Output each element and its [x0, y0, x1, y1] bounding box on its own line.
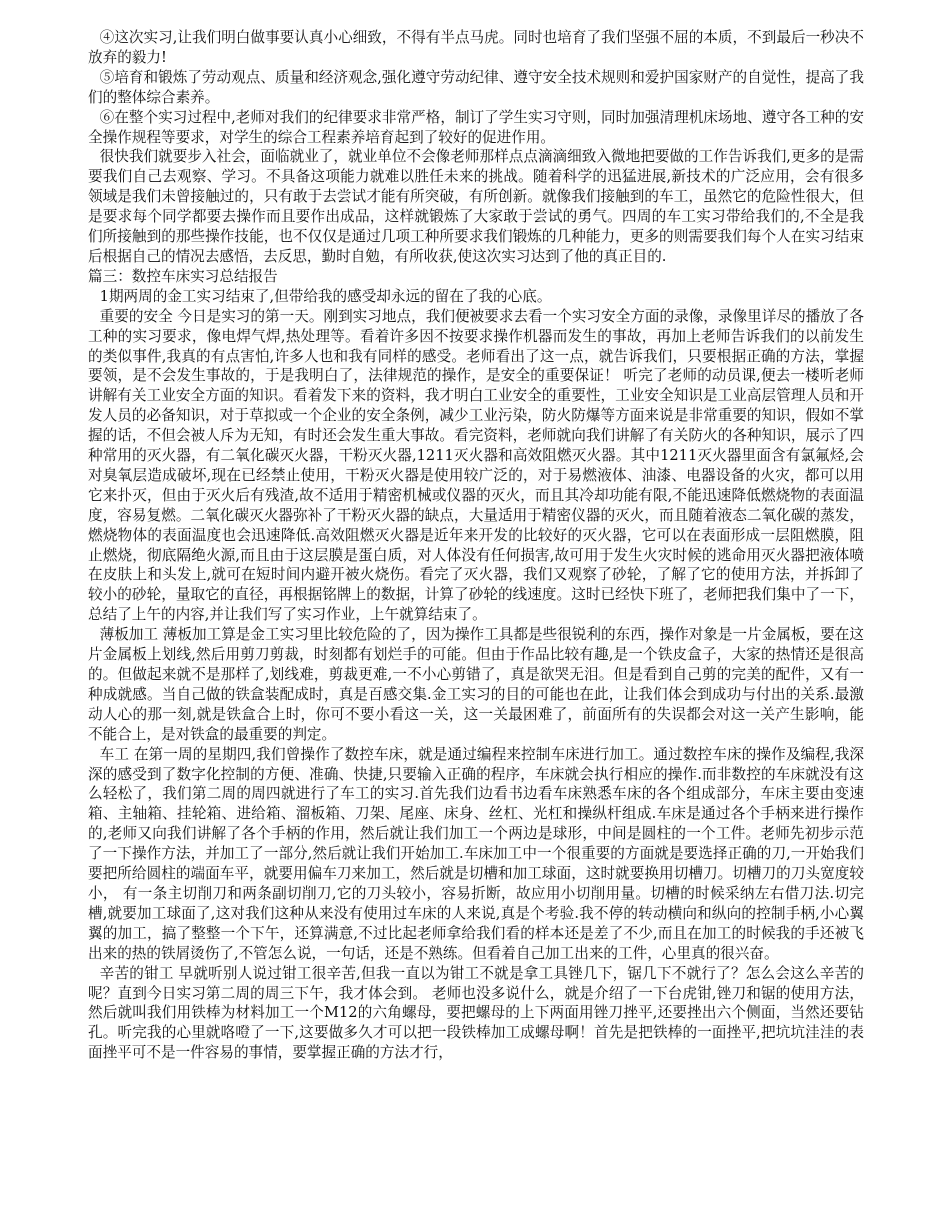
paragraph-sheet-metal: 薄板加工 薄板加工算是金工实习里比较危险的了，因为操作工具都是些很锐利的东西，操作对象是一片金属板，要在这片金属板上划线,然后用剪刀剪裁，时刻都有划烂手的可能。但由于作品比较有趣,是一个铁皮盒子，大家的热情还是很高的。但做起来就不是那样了,划线难，剪裁更难,一不小心剪错了，真是欲哭无泪。但是看到自己剪的完美的配件，又有一种成就感。当自己做的铁盒装配成时，真是百感交集.金工实习的目的可能也在此，让我们体会到成功与付出的关系.最激动人心的那一刻,就是铁盒合上时，你可不要小看这一关，这一关最困难了，前面所有的失误都会对这一关产生影响，能不能合上，是对铁盒的最重要的判定。 [88, 626, 864, 743]
paragraph-safety: 重要的安全 今日是实习的第一天。刚到实习地点，我们便被要求去看一个实习安全方面的录像，录像里详尽的播放了各工种的实习要求，像电焊气焊,热处理等。看着许多因不按要求操作机器而发生的事故，再加上老师告诉我们的以前发生的类似事件,我真的有点害怕,许多人也和我有同样的感受。老师看出了这一点，就告诉我们，只要根据正确的方法，掌握要领，是不会发生事故的，于是我明白了，法律规范的操作，是安全的重要保证！ 听完了老师的动员课,便去一楼听老师讲解有关工业安全方面的知识。看着发下来的资料，我才明白工业安全的重要性，工业安全知识是工业高层管理人员和开发人员的必备知识，对于草拟或一个企业的安全条例，减少工业污染，防火防爆等方面来说是非常重要的知识，假如不掌握的话，不但会被人斥为无知，有时还会发生重大事故。看完资料，老师就向我们讲解了有关防火的各种知识，展示了四种常用的灭火器，有二氧化碳灭火器，干粉灭火器,1211灭火器和高效阻燃灭火器。其中1211灭火器里面含有氯氟烃,会对臭氧层造成破坏,现在已经禁止使用，干粉灭火器是使用较广泛的，对于易燃液体、油漆、电器设备的火灾，都可以用它来扑灭，但由于灭火后有残渣,故不适用于精密机械或仪器的灭火，而且其冷却功能有限,不能迅速降低燃烧物的表面温度，容易复燃。二氧化碳灭火器弥补了干粉灭火器的缺点，大量适用于精密仪器的灭火，而且随着液态二氧化碳的蒸发，燃烧物体的表面温度也会迅速降低.高效阻燃灭火器是近年来开发的比较好的灭火器，它可以在表面形成一层阻燃膜，阻止燃烧，彻底隔绝火源,而且由于这层膜是蛋白质，对人体没有任何损害,故可用于发生火灾时候的逃命用灭火器把液体喷在皮肤上和头发上,就可在短时间内避开被火烧伤。看完了灭火器，我们又观察了砂轮，了解了它的使用方法，并拆卸了较小的砂轮，量取它的直径，再根据铭牌上的数据，计算了砂轮的线速度。这时已经快下班了，老师把我们集中了一下，总结了上午的内容,并让我们写了实习作业，上午就算结束了。 [88, 307, 864, 624]
paragraph-fitter: 辛苦的钳工 早就听别人说过钳工很辛苦,但我一直以为钳工不就是拿工具锉几下，锯几下不就行了？怎么会这么辛苦的呢？直到今日实习第二周的周三下午，我才体会到。 老师也没多说什么，就是介绍了一下台虎钳,锉刀和锯的使用方法，然后就叫我们用铁棒为材料加工一个M12的六角螺母，要把螺母的上下两面用锉刀挫平,还要挫出六个侧面，当然还要钻孔。听完我的心里就咯噔了一下,这要做多久才可以把一段铁棒加工成螺母啊！首先是把铁棒的一面挫平,把坑坑洼洼的表面挫平可不是一件容易的事情，要掌握正确的方法才行， [88, 964, 864, 1062]
paragraph-lathe: 车工 在第一周的星期四,我们曾操作了数控车床，就是通过编程来控制车床进行加工。通过数控车床的操作及编程,我深深的感受到了数字化控制的方便、准确、快捷,只要输入正确的程序，车床就会执行相应的操作.而非数控的车床就没有这么轻松了，我们第二周的周四就进行了车工的实习.首先我们边看书边看车床熟悉车床的各个组成部分，车床主要由变速箱、主轴箱、挂轮箱、进给箱、溜板箱、刀架、尾座、床身、丝杠、光杠和操纵杆组成.车床是通过各个手柄来进行操作的,老师又向我们讲解了各个手柄的作用，然后就让我们加工一个两边是球形，中间是圆柱的一个工件。老师先初步示范了一下操作方法，并加工了一部分,然后就让我们开始加工.车床加工中一个很重要的方面就是要选择正确的刀,一开始我们要把所给圆柱的端面车平，就要用偏车刀来加工，然后就是切槽和加工球面，这时就要换用切槽刀。切槽刀的刀头宽度较小， 有一条主切削刀和两条副切削刀,它的刀头较小，容易折断，故应用小切削用量。切槽的时候采纳左右借刀法.切完槽,就要加工球面了,这对我们这种从来没有使用过车床的人来说,真是个考验.我不停的转动横向和纵向的控制手柄,小心翼翼的加工，搞了整整一个下午，还算满意,不过比起老师拿给我们看的样本还是差了不少,而且在加工的时候我的手还被飞出来的热的铁屑烫伤了,不管怎么说，一句话，还是不熟练。但看着自己加工出来的工件，心里真的很兴奋。 [88, 745, 864, 962]
section-heading: 篇三：数控车床实习总结报告 [88, 267, 278, 285]
paragraph-conclusion: 很快我们就要步入社会，面临就业了，就业单位不会像老师那样点点滴滴细致入微地把要做的工作告诉我们,更多的是需要我们自己去观察、学习。不具备这项能力就难以胜任未来的挑战。随着科学的迅猛进展,新技术的广泛应用，会有很多领域是我们未曾接触过的，只有敢于去尝试才能有所突破，有所创新。就像我们接触到的车工，虽然它的危险性很大，但是要求每个同学都要去操作而且要作出成品，这样就锻炼了大家敢于尝试的勇气。四周的车工实习带给我们的,不全是我们所接触到的那些操作技能，也不仅仅是通过几项工种所要求我们锻炼的几种能力，更多的则需要我们每个人在实习结束后根据自己的情况去感悟，去反思，勤时自勉，有所收获,使这次实习达到了他的真正目的. [88, 148, 864, 265]
paragraph-item-6: ⑥在整个实习过程中,老师对我们的纪律要求非常严格，制订了学生实习守则，同时加强清理机床场地、遵守各工种的安全操作规程等要求，对学生的综合工程素养培育起到了较好的促进作用。 [88, 108, 864, 146]
paragraph-item-5: ⑤培育和锻炼了劳动观点、质量和经济观念,强化遵守劳动纪律、遵守安全技术规则和爱护国家财产的自觉性，提高了我们的整体综合素养。 [88, 68, 864, 106]
document-page [88, 28, 864, 1063]
paragraph-intro: 1期两周的金工实习结束了,但带给我的感受却永远的留在了我的心底。 [99, 287, 552, 305]
paragraph-item-4: ④这次实习,让我们明白做事要认真小心细致，不得有半点马虎。同时也培育了我们坚强不屈的本质，不到最后一秒决不放弃的毅力! [88, 29, 864, 66]
